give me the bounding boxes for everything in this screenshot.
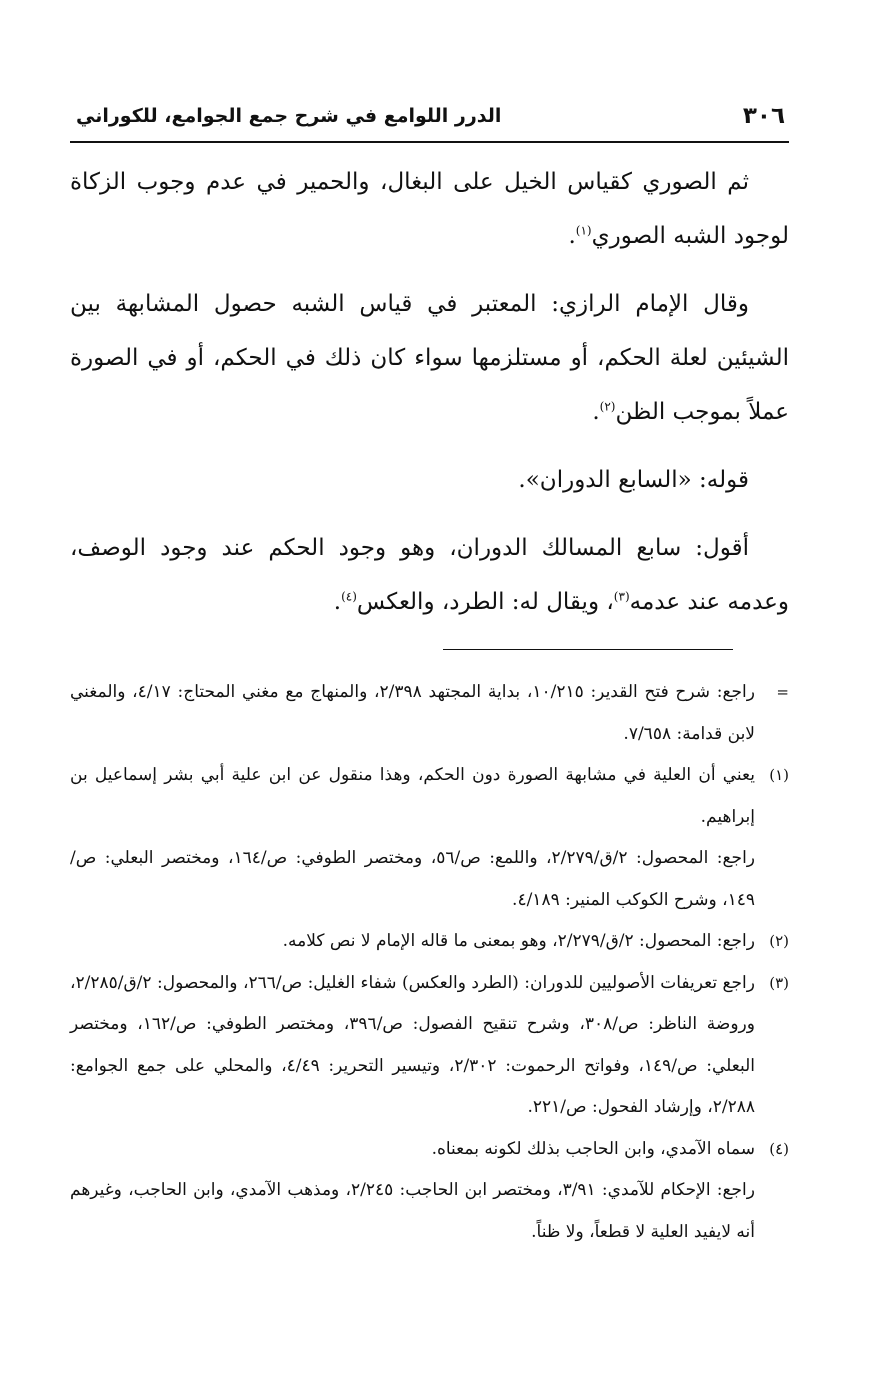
- page-header: [70, 95, 789, 143]
- footnote-2: (٢) راجع: المحصول: ٢/ق/٢/٢٧٩، وهو بمعنى ما قاله الإمام لا نص كلامه.: [70, 921, 789, 963]
- paragraph: أقول: سابع المسالك الدوران، وهو وجود الحكم عند وجود الوصف، وعدمه عند عدمه$^{(٣)}$، ويقال له: الطرد، والعكس$^{(٤)}$.: [70, 535, 789, 615]
- footnote-number: (١): [769, 766, 789, 784]
- book-page: [70, 95, 789, 1253]
- paragraph: ثم الصوري كقياس الخيل على البغال، والحمير في عدم وجوب الزكاة لوجود الشبه الصوري$^{(١)}$.: [70, 169, 789, 249]
- footnote-1: (١) يعني أن العلية في مشابهة الصورة دون الحكم، وهذا منقول عن ابن علية أبي بشر إسماعيل بن إبراهيم. راجع: المحصول: ٢/ق/٢/٢٧٩، واللمع: ص/٥٦، ومختصر الطوفي: ص/١٦٤، ومختصر البعلي: ص/١٤٩، وشرح الكوكب المنير: ٤/١٨٩.: [70, 755, 789, 921]
- footnote-3: (٣) راجع تعريفات الأصوليين للدوران: (الطرد والعكس) شفاء الغليل: ص/٢٦٦، والمحصول: ٢/ق/٢/٢٨٥، وروضة الناظر: ص/٣٠٨، وشرح تنقيح الفصول: ص/٣٩٦، ومختصر الطوفي: ص/١٦٢، ومختصر البعلي: ص/١٤٩، وفواتح الرحموت: ٢/٣٠٢، وتيسير التحرير: ٤/٤٩، والمحلي على جمع الجوامع: ٢/٢٨٨، وإرشاد الفحول: ص/٢٢١.: [70, 963, 789, 1129]
- footnote-continued: = راجع: شرح فتح القدير: ١٠/٢١٥، بداية المجتهد ٢/٣٩٨، والمنهاج مع مغني المحتاج: ٤/١٧، والمغني لابن قدامة: ٧/٦٥٨.: [70, 672, 789, 755]
- continuation-mark: =: [776, 683, 789, 701]
- footnote-number: (٣): [769, 973, 789, 992]
- running-title: الدرر اللوامع في شرح جمع الجوامع، للكوراني: [76, 105, 502, 127]
- footnote-ref: (٣): [613, 589, 630, 604]
- footnote-ref: (٢): [599, 399, 616, 414]
- footnote-number: (٢): [769, 932, 789, 950]
- footnote-ref: (٤): [341, 589, 357, 604]
- footnote-ref: (١): [575, 223, 592, 238]
- paragraph: وقال الإمام الرازي: المعتبر في قياس الشبه حصول المشابهة بين الشيئين لعلة الحكم، أو مستلزمها سواء كان ذلك في الحكم، أو في الصورة عملاً بموجب الظن$^{(٢)}$.: [70, 291, 789, 425]
- footnote-number: (٤): [769, 1139, 789, 1158]
- footnote-4: (٤) سماه الآمدي، وابن الحاجب بذلك لكونه بمعناه. راجع: الإحكام للآمدي: ٣/٩١، ومختصر ابن الحاجب: ٢/٢٤٥، ومذهب الآمدي، وابن الحاجب، وغيرهم أنه لايفيد العلية لا قطعاً، ولا ظناً.: [70, 1129, 789, 1254]
- page-number: ٣٠٦: [742, 103, 785, 129]
- main-text: [70, 155, 789, 629]
- header-rule: [70, 141, 789, 143]
- footnote-separator: [443, 649, 733, 650]
- footnotes: [70, 672, 789, 1253]
- quoted-heading: قوله: «السابع الدوران».: [518, 467, 749, 493]
